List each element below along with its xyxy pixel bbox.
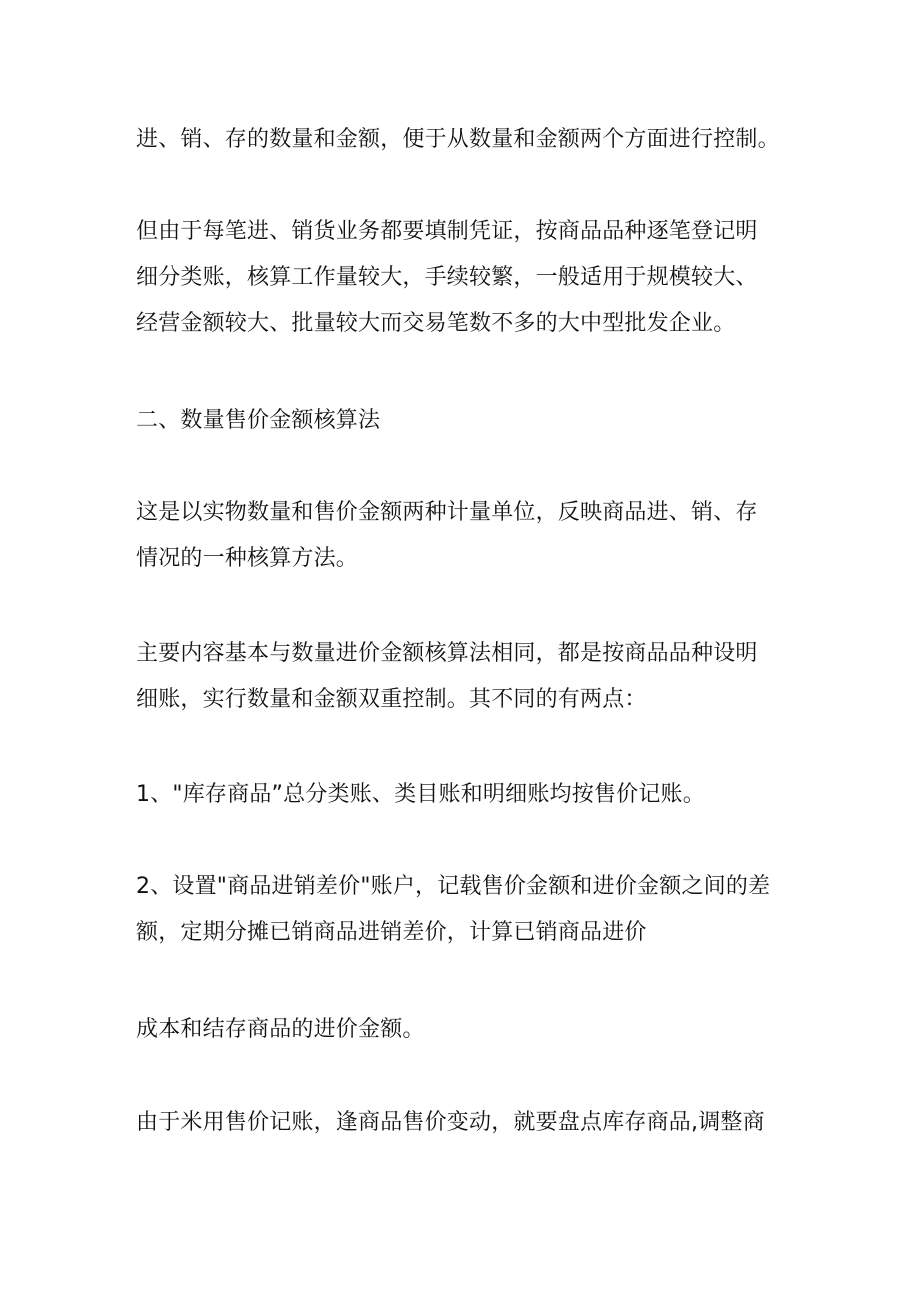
text-line: 细分类账，核算工作量较大，手续较繁，一般适用于规模较大、 <box>136 265 758 290</box>
text-line: 进、销、存的数量和金额，便于从数量和金额两个方面进行控制。 <box>136 127 780 152</box>
text-line: 额，定期分摊已销商品进销差价，计算已销商品进价 <box>136 920 647 945</box>
text-line: 2、设置"商品进销差价"账户，记载售价金额和进价金额之间的差 <box>136 874 771 899</box>
text-line: 二、数量售价金额核算法 <box>136 408 381 433</box>
text-line: 细账，实行数量和金额双重控制。其不同的有两点： <box>136 687 647 712</box>
paragraph-3 <box>136 490 796 582</box>
text-line: 主要内容基本与数量进价金额核算法相同，都是按商品品种设明 <box>136 641 758 666</box>
text-line: 这是以实物数量和售价金额两种计量单位，反映商品进、销、存 <box>136 500 758 525</box>
paragraph-1 <box>136 117 796 163</box>
paragraph-2 <box>136 209 796 347</box>
text-line: 由于米用售价记账，逢商品售价变动，就要盘点库存商品,调整商 <box>136 1110 765 1135</box>
text-line: 1、"库存商品”总分类账、类目账和明细账均按售价记账。 <box>136 782 705 807</box>
paragraph-5 <box>136 1007 796 1053</box>
list-item-1 <box>136 772 796 818</box>
list-item-2 <box>136 864 796 956</box>
text-line: 情况的一种核算方法。 <box>136 546 359 571</box>
text-line: 成本和结存商品的进价金额。 <box>136 1017 425 1042</box>
section-heading <box>136 398 796 444</box>
paragraph-4 <box>136 631 796 723</box>
text-line: 但由于每笔进、销货业务都要填制凭证，按商品品种逐笔登记明 <box>136 219 758 244</box>
paragraph-6 <box>136 1100 796 1146</box>
text-line: 经营金额较大、批量较大而交易笔数不多的大中型批发企业。 <box>136 311 736 336</box>
